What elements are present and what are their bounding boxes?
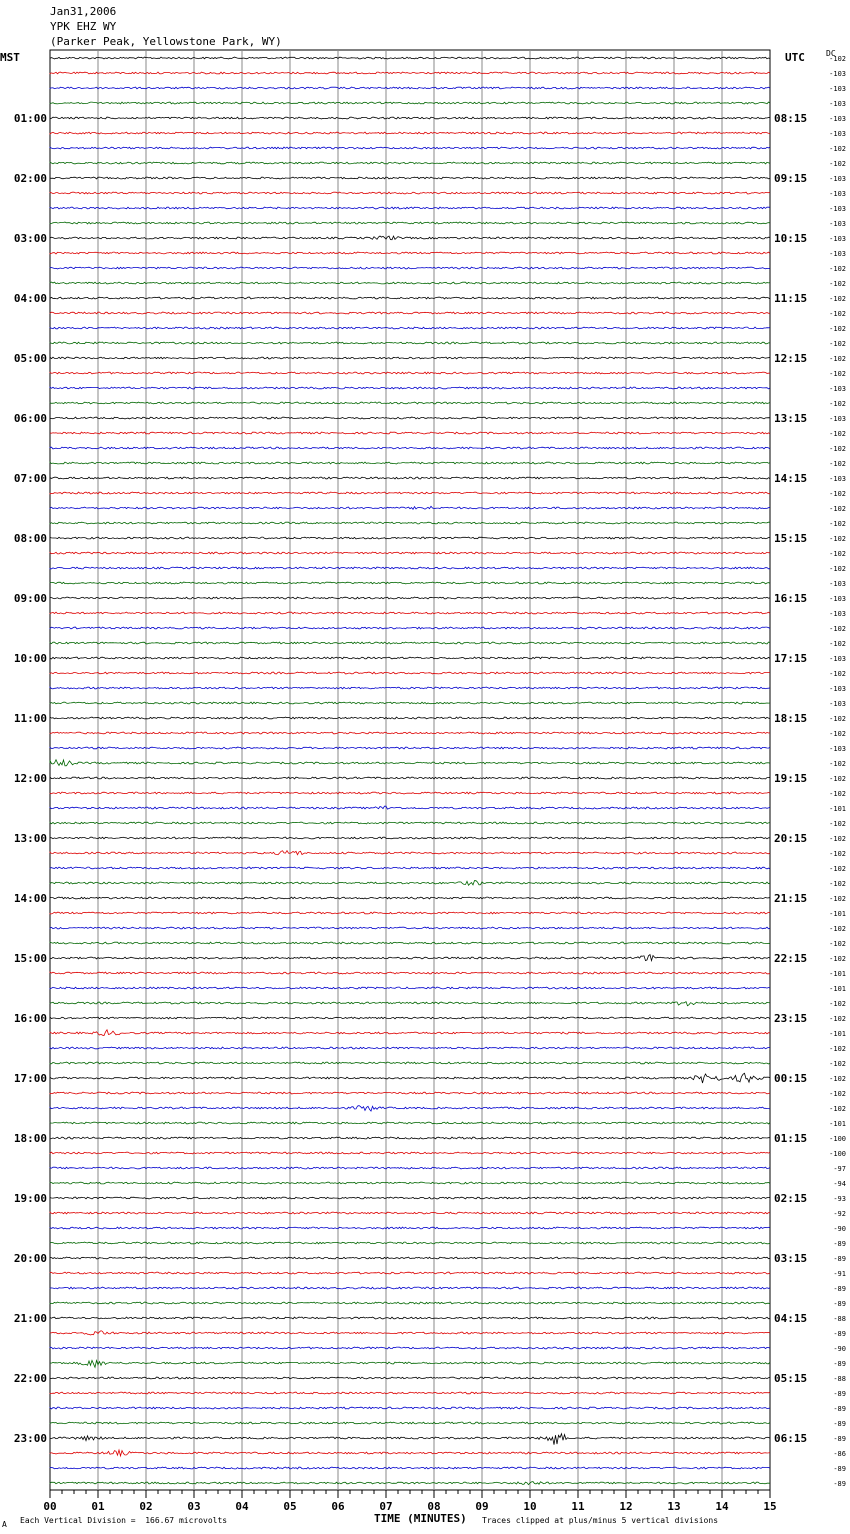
- right-hour-label: 02:15: [774, 1192, 808, 1205]
- dc-offset-label: -101: [829, 970, 846, 978]
- x-tick-label: 08: [427, 1500, 441, 1513]
- seismic-trace: [50, 537, 770, 539]
- seismic-trace: [50, 867, 770, 869]
- seismic-trace: [50, 777, 770, 779]
- seismic-trace: [50, 642, 770, 644]
- seismic-trace: [50, 57, 770, 59]
- seismic-trace: [50, 881, 770, 886]
- seismic-trace: [50, 657, 770, 659]
- x-tick-label: 12: [619, 1500, 633, 1513]
- seismic-trace: [50, 432, 770, 434]
- dc-offset-label: -103: [829, 85, 846, 93]
- left-hour-label: 03:00: [13, 232, 47, 245]
- x-tick-label: 13: [667, 1500, 681, 1513]
- x-tick-label: 03: [187, 1500, 201, 1513]
- seismic-trace: [50, 897, 770, 899]
- seismic-trace: [50, 522, 770, 524]
- dc-offset-label: -89: [833, 1300, 846, 1308]
- seismic-trace: [50, 927, 770, 929]
- dc-offset-label: -103: [829, 475, 846, 483]
- dc-offset-label: -102: [829, 1090, 846, 1098]
- seismic-trace: [50, 1450, 770, 1456]
- dc-offset-label: -101: [829, 910, 846, 918]
- seismic-trace: [50, 1422, 770, 1424]
- dc-offset-label: -102: [829, 145, 846, 153]
- dc-offset-label: -103: [829, 235, 846, 243]
- x-tick-label: 01: [91, 1500, 105, 1513]
- plot-frame: [50, 50, 770, 1490]
- header-date: Jan31,2006: [50, 5, 117, 18]
- seismic-trace: [50, 747, 770, 749]
- seismic-trace: [50, 851, 770, 855]
- dc-offset-label: -102: [829, 895, 846, 903]
- dc-offset-label: -93: [833, 1195, 846, 1203]
- seismic-trace: [50, 1137, 770, 1139]
- seismic-trace: [50, 267, 770, 269]
- dc-offset-label: -102: [829, 1060, 846, 1068]
- dc-offset-label: -103: [829, 115, 846, 123]
- left-hour-label: 06:00: [13, 412, 47, 425]
- dc-offset-label: -89: [833, 1330, 846, 1338]
- dc-label: DC: [826, 49, 836, 58]
- right-hour-label: 05:15: [774, 1372, 808, 1385]
- seismic-trace: [50, 987, 770, 989]
- dc-offset-label: -102: [829, 55, 846, 63]
- dc-offset-label: -101: [829, 805, 846, 813]
- left-hour-label: 08:00: [13, 532, 47, 545]
- x-tick-label: 15: [763, 1500, 777, 1513]
- seismic-trace: [50, 327, 770, 329]
- seismic-trace: [50, 1017, 770, 1019]
- seismic-trace: [50, 1227, 770, 1229]
- dc-offset-label: -102: [829, 1045, 846, 1053]
- right-timezone-label: UTC: [785, 51, 805, 64]
- seismic-trace: [50, 567, 770, 569]
- dc-offset-label: -103: [829, 220, 846, 228]
- dc-offset-label: -103: [829, 385, 846, 393]
- dc-offset-label: -91: [833, 1270, 846, 1278]
- seismic-trace: [50, 1377, 770, 1379]
- dc-offset-label: -100: [829, 1150, 846, 1158]
- left-hour-label: 02:00: [13, 172, 47, 185]
- left-hour-label: 19:00: [13, 1192, 47, 1205]
- clip-note: Traces clipped at plus/minus 5 vertical divisions: [482, 1516, 719, 1525]
- right-hour-label: 17:15: [774, 652, 808, 665]
- seismic-trace: [50, 477, 770, 479]
- right-hour-label: 14:15: [774, 472, 808, 485]
- seismic-trace: [50, 582, 770, 584]
- seismic-trace: [50, 506, 770, 509]
- seismic-trace: [50, 972, 770, 974]
- dc-offset-label: -89: [833, 1240, 846, 1248]
- dc-offset-label: -88: [833, 1315, 846, 1323]
- x-tick-label: 04: [235, 1500, 249, 1513]
- dc-offset-label: -102: [829, 340, 846, 348]
- seismic-trace: [50, 282, 770, 284]
- dc-offset-label: -102: [829, 820, 846, 828]
- seismic-trace: [50, 1257, 770, 1259]
- dc-offset-label: -102: [829, 445, 846, 453]
- right-hour-label: 20:15: [774, 832, 808, 845]
- seismic-trace: [50, 297, 770, 299]
- dc-offset-label: -90: [833, 1345, 846, 1353]
- seismic-trace: [50, 760, 770, 766]
- left-timezone-label: MST: [0, 51, 20, 64]
- header-location: (Parker Peak, Yellowstone Park, WY): [50, 35, 282, 48]
- dc-offset-label: -102: [829, 940, 846, 948]
- seismic-trace: [50, 1287, 770, 1289]
- dc-offset-label: -101: [829, 985, 846, 993]
- dc-offset-label: -102: [829, 520, 846, 528]
- dc-offset-label: -89: [833, 1285, 846, 1293]
- seismic-trace: [50, 837, 770, 839]
- dc-offset-label: -102: [829, 835, 846, 843]
- dc-offset-label: -103: [829, 130, 846, 138]
- seismic-trace: [50, 312, 770, 314]
- seismic-trace: [50, 1002, 770, 1006]
- left-hour-label: 16:00: [13, 1012, 47, 1025]
- dc-offset-label: -89: [833, 1360, 846, 1368]
- seismic-trace: [50, 955, 770, 961]
- seismic-trace: [50, 672, 770, 674]
- header-station: YPK EHZ WY: [50, 20, 117, 33]
- left-hour-label: 23:00: [13, 1432, 47, 1445]
- seismic-trace: [50, 1302, 770, 1304]
- seismic-trace: [50, 177, 770, 179]
- left-hour-label: 05:00: [13, 352, 47, 365]
- seismic-trace: [50, 1212, 770, 1214]
- dc-offset-label: -103: [829, 205, 846, 213]
- left-hour-label: 13:00: [13, 832, 47, 845]
- left-hour-label: 14:00: [13, 892, 47, 905]
- seismic-trace: [50, 1242, 770, 1244]
- seismic-trace: [50, 132, 770, 134]
- seismic-trace: [50, 1467, 770, 1469]
- seismic-trace: [50, 1030, 770, 1036]
- dc-offset-label: -103: [829, 580, 846, 588]
- dc-offset-label: -102: [829, 550, 846, 558]
- seismic-trace: [50, 806, 770, 809]
- dc-offset-label: -102: [829, 160, 846, 168]
- seismic-trace: [50, 1331, 770, 1335]
- right-hour-label: 08:15: [774, 112, 808, 125]
- seismic-trace: [50, 387, 770, 389]
- dc-offset-label: -102: [829, 1000, 846, 1008]
- dc-offset-label: -89: [833, 1480, 846, 1488]
- seismic-trace: [50, 1317, 770, 1319]
- dc-offset-label: -102: [829, 760, 846, 768]
- seismic-trace: [50, 417, 770, 419]
- right-hour-label: 18:15: [774, 712, 808, 725]
- seismic-trace: [50, 1482, 770, 1485]
- right-hour-label: 13:15: [774, 412, 808, 425]
- left-hour-label: 04:00: [13, 292, 47, 305]
- seismic-trace: [50, 1047, 770, 1049]
- dc-offset-label: -102: [829, 865, 846, 873]
- dc-offset-label: -103: [829, 595, 846, 603]
- left-hour-label: 09:00: [13, 592, 47, 605]
- seismic-trace: [50, 1347, 770, 1349]
- dc-offset-label: -103: [829, 745, 846, 753]
- dc-offset-label: -97: [833, 1165, 846, 1173]
- seismic-trace: [50, 612, 770, 614]
- seismic-trace: [50, 147, 770, 149]
- right-hour-label: 06:15: [774, 1432, 808, 1445]
- seismic-trace: [50, 222, 770, 224]
- dc-offset-label: -103: [829, 100, 846, 108]
- dc-offset-label: -102: [829, 280, 846, 288]
- dc-offset-label: -94: [833, 1180, 846, 1188]
- seismic-trace: [50, 627, 770, 629]
- dc-offset-label: -102: [829, 625, 846, 633]
- seismic-trace: [50, 912, 770, 914]
- x-tick-label: 11: [571, 1500, 585, 1513]
- seismic-trace: [50, 717, 770, 719]
- dc-offset-label: -100: [829, 1135, 846, 1143]
- left-hour-label: 22:00: [13, 1372, 47, 1385]
- dc-offset-label: -102: [829, 265, 846, 273]
- seismic-trace: [50, 192, 770, 194]
- x-tick-label: 07: [379, 1500, 393, 1513]
- dc-offset-label: -102: [829, 715, 846, 723]
- x-tick-label: 05: [283, 1500, 297, 1513]
- dc-offset-label: -102: [829, 670, 846, 678]
- left-hour-label: 21:00: [13, 1312, 47, 1325]
- left-hour-label: 20:00: [13, 1252, 47, 1265]
- seismic-trace: [50, 462, 770, 464]
- right-hour-label: 19:15: [774, 772, 808, 785]
- dc-offset-label: -103: [829, 70, 846, 78]
- dc-offset-label: -102: [829, 775, 846, 783]
- right-hour-label: 15:15: [774, 532, 808, 545]
- dc-offset-label: -102: [829, 955, 846, 963]
- seismic-trace: [50, 357, 770, 359]
- seismic-trace: [50, 207, 770, 209]
- dc-offset-label: -102: [829, 1075, 846, 1083]
- x-tick-label: 02: [139, 1500, 153, 1513]
- dc-offset-label: -102: [829, 640, 846, 648]
- dc-offset-label: -102: [829, 490, 846, 498]
- seismic-trace: [50, 252, 770, 254]
- dc-offset-label: -89: [833, 1390, 846, 1398]
- dc-offset-label: -102: [829, 460, 846, 468]
- right-hour-label: 23:15: [774, 1012, 808, 1025]
- dc-offset-label: -102: [829, 310, 846, 318]
- dc-offset-label: -88: [833, 1375, 846, 1383]
- left-hour-label: 15:00: [13, 952, 47, 965]
- right-hour-label: 16:15: [774, 592, 808, 605]
- dc-offset-label: -102: [829, 430, 846, 438]
- dc-offset-label: -103: [829, 250, 846, 258]
- seismic-trace: [50, 1062, 770, 1064]
- seismic-trace: [50, 492, 770, 494]
- dc-offset-label: -90: [833, 1225, 846, 1233]
- right-hour-label: 09:15: [774, 172, 808, 185]
- dc-offset-label: -102: [829, 325, 846, 333]
- seismic-trace: [50, 102, 770, 104]
- x-tick-label: 00: [43, 1500, 57, 1513]
- seismic-trace: [50, 1434, 770, 1445]
- seismic-trace: [50, 702, 770, 704]
- seismic-trace: [50, 1197, 770, 1199]
- x-tick-label: 06: [331, 1500, 345, 1513]
- dc-offset-label: -102: [829, 925, 846, 933]
- dc-offset-label: -103: [829, 190, 846, 198]
- seismic-trace: [50, 72, 770, 74]
- left-hour-label: 18:00: [13, 1132, 47, 1145]
- left-hour-label: 10:00: [13, 652, 47, 665]
- dc-offset-label: -103: [829, 415, 846, 423]
- seismic-trace: [50, 402, 770, 404]
- seismic-trace: [50, 1392, 770, 1394]
- dc-offset-label: -103: [829, 175, 846, 183]
- dc-offset-label: -89: [833, 1405, 846, 1413]
- right-hour-label: 11:15: [774, 292, 808, 305]
- x-tick-label: 14: [715, 1500, 729, 1513]
- seismic-trace: [50, 162, 770, 164]
- seismic-trace: [50, 1272, 770, 1274]
- left-hour-label: 11:00: [13, 712, 47, 725]
- right-hour-label: 12:15: [774, 352, 808, 365]
- seismic-trace: [50, 1167, 770, 1169]
- right-hour-label: 21:15: [774, 892, 808, 905]
- left-hour-label: 12:00: [13, 772, 47, 785]
- seismic-trace: [50, 447, 770, 449]
- x-axis-title: TIME (MINUTES): [374, 1512, 467, 1525]
- right-hour-label: 03:15: [774, 1252, 808, 1265]
- seismic-trace: [50, 1092, 770, 1094]
- seismic-trace: [50, 1122, 770, 1124]
- dc-offset-label: -102: [829, 880, 846, 888]
- left-hour-label: 17:00: [13, 1072, 47, 1085]
- seismic-trace: [50, 372, 770, 374]
- seismic-trace: [50, 942, 770, 944]
- dc-offset-label: -103: [829, 610, 846, 618]
- dc-offset-label: -102: [829, 850, 846, 858]
- seismic-trace: [50, 117, 770, 119]
- x-tick-label: 09: [475, 1500, 489, 1513]
- right-hour-label: 01:15: [774, 1132, 808, 1145]
- seismic-trace: [50, 342, 770, 344]
- dc-offset-label: -102: [829, 505, 846, 513]
- dc-offset-label: -86: [833, 1450, 846, 1458]
- dc-offset-label: -102: [829, 400, 846, 408]
- seismic-trace: [50, 1152, 770, 1154]
- dc-offset-label: -103: [829, 655, 846, 663]
- dc-offset-label: -102: [829, 355, 846, 363]
- seismic-trace: [50, 597, 770, 599]
- dc-offset-label: -89: [833, 1435, 846, 1443]
- seismic-trace: [50, 236, 770, 240]
- dc-offset-label: -103: [829, 700, 846, 708]
- seismic-trace: [50, 1407, 770, 1409]
- seismic-trace: [50, 1182, 770, 1184]
- seismic-trace: [50, 792, 770, 794]
- dc-offset-label: -102: [829, 1105, 846, 1113]
- right-hour-label: 00:15: [774, 1072, 808, 1085]
- dc-offset-label: -89: [833, 1255, 846, 1263]
- seismic-trace: [50, 1073, 770, 1083]
- seismic-trace: [50, 687, 770, 689]
- seismic-trace: [50, 822, 770, 824]
- scale-note: Each Vertical Division = 166.67 microvolts: [20, 1516, 228, 1525]
- dc-offset-label: -102: [829, 730, 846, 738]
- dc-offset-label: -102: [829, 565, 846, 573]
- left-hour-label: 01:00: [13, 112, 47, 125]
- dc-offset-label: -101: [829, 1030, 846, 1038]
- seismic-trace: [50, 1360, 770, 1367]
- dc-offset-label: -102: [829, 535, 846, 543]
- seismic-trace: [50, 732, 770, 734]
- x-tick-label: 10: [523, 1500, 537, 1513]
- right-hour-label: 10:15: [774, 232, 808, 245]
- seismic-trace: [50, 552, 770, 554]
- dc-offset-label: -92: [833, 1210, 846, 1218]
- seismic-trace: [50, 87, 770, 89]
- dc-offset-label: -102: [829, 790, 846, 798]
- left-hour-label: 07:00: [13, 472, 47, 485]
- right-hour-label: 22:15: [774, 952, 808, 965]
- dc-offset-label: -102: [829, 370, 846, 378]
- seismic-trace: [50, 1106, 770, 1112]
- dc-offset-label: -103: [829, 685, 846, 693]
- dc-offset-label: -101: [829, 1120, 846, 1128]
- dc-offset-label: -89: [833, 1420, 846, 1428]
- dc-offset-label: -89: [833, 1465, 846, 1473]
- dc-offset-label: -102: [829, 1015, 846, 1023]
- footer-left-mark: A: [2, 1520, 7, 1529]
- dc-offset-label: -102: [829, 295, 846, 303]
- right-hour-label: 04:15: [774, 1312, 808, 1325]
